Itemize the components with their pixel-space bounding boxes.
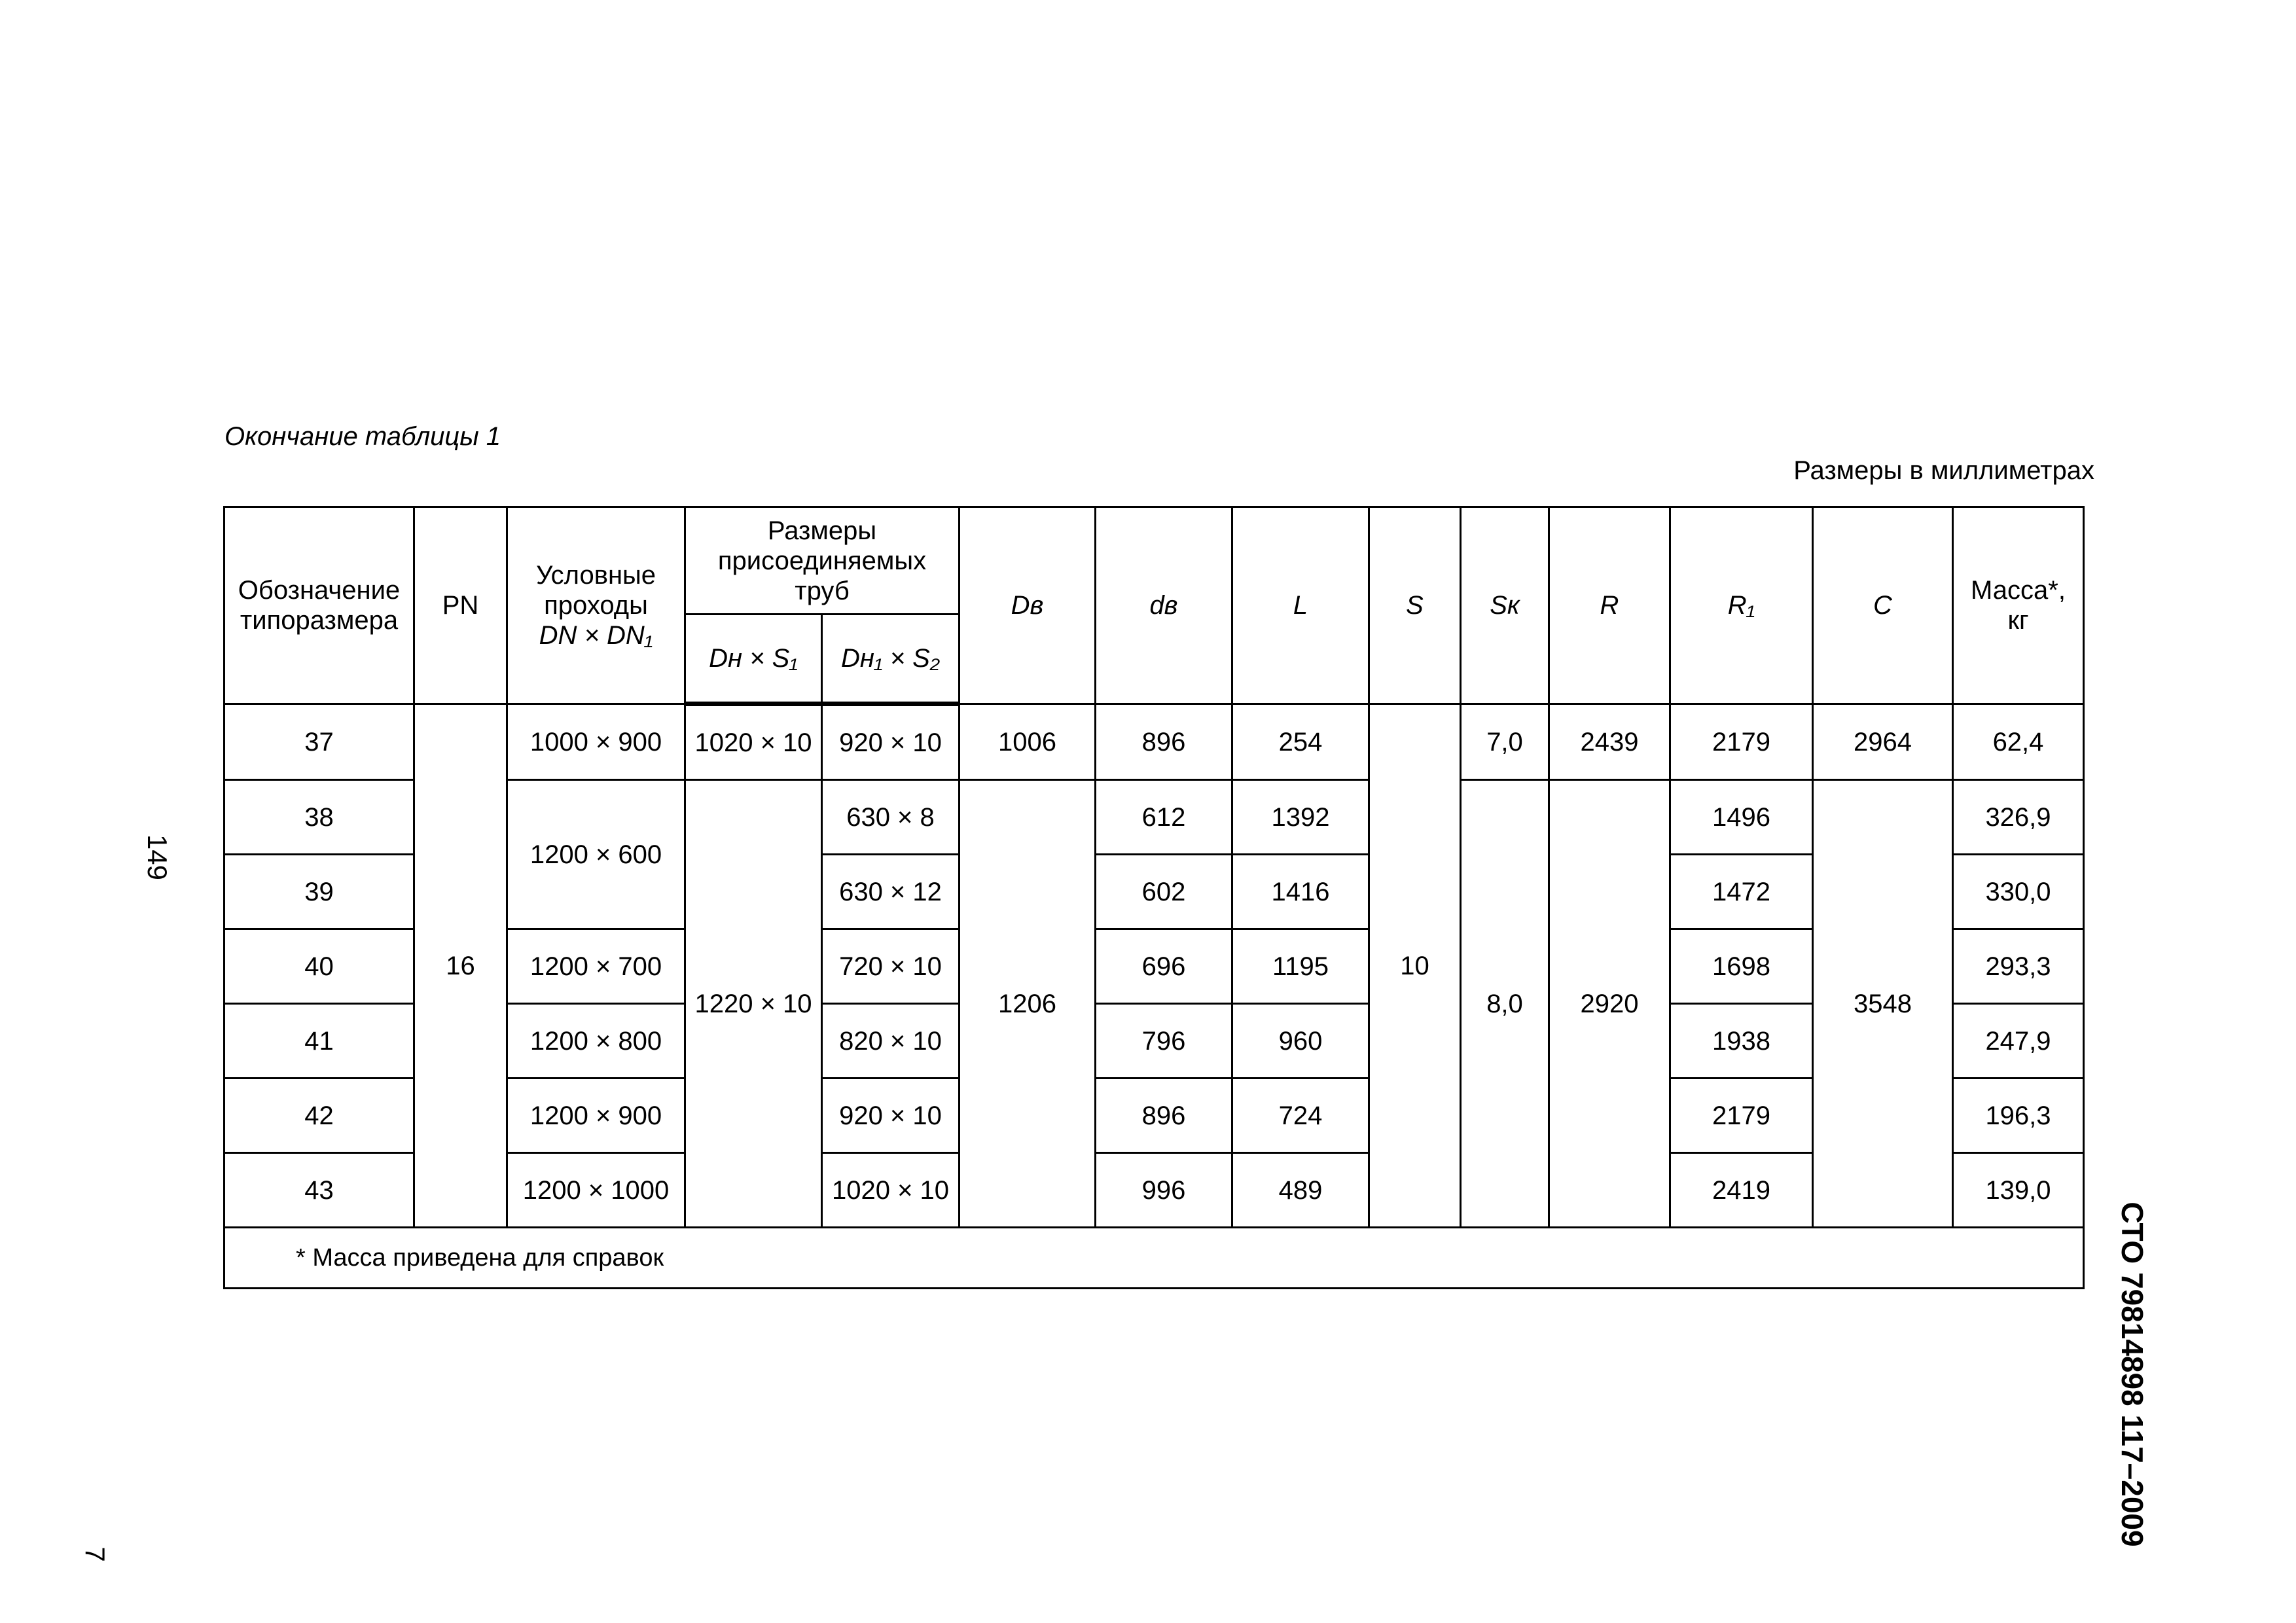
cell-l: 489 xyxy=(1232,1153,1369,1228)
header-passages xyxy=(507,507,685,704)
header-mass-text: Масса*, кг xyxy=(1971,576,2066,635)
header-passages-formula: DN × DN₁ xyxy=(539,621,653,650)
cell-pipe2: 820 × 10 xyxy=(822,1004,960,1079)
small-page-number: 7 xyxy=(80,1546,111,1562)
header-dv-small: dв xyxy=(1096,507,1232,704)
cell-pipe2: 920 × 10 xyxy=(822,1079,960,1153)
cell-r1: 1496 xyxy=(1670,780,1813,855)
header-pipe2: Dн₁ × S₂ xyxy=(822,615,960,704)
cell-r-merged: 2920 xyxy=(1549,780,1670,1228)
header-sk: Sк xyxy=(1461,507,1549,704)
header-dv: Dв xyxy=(960,507,1096,704)
cell-dv-merged: 1206 xyxy=(960,780,1096,1228)
cell-mass: 247,9 xyxy=(1953,1004,2084,1079)
cell-pipe1: 1020 × 10 xyxy=(685,704,822,780)
cell-designation: 42 xyxy=(224,1079,414,1153)
cell-mass: 62,4 xyxy=(1953,704,2084,780)
cell-dv-small: 602 xyxy=(1096,855,1232,929)
cell-passage: 1000 × 900 xyxy=(507,704,685,780)
cell-r1: 1938 xyxy=(1670,1004,1813,1079)
cell-s-merged: 10 xyxy=(1369,704,1461,1228)
cell-l: 1416 xyxy=(1232,855,1369,929)
cell-pn-merged: 16 xyxy=(414,704,507,1228)
cell-passage: 1200 × 700 xyxy=(507,929,685,1004)
header-s: S xyxy=(1369,507,1461,704)
cell-dv-small: 996 xyxy=(1096,1153,1232,1228)
cell-mass: 293,3 xyxy=(1953,929,2084,1004)
cell-mass: 139,0 xyxy=(1953,1153,2084,1228)
cell-r1: 1472 xyxy=(1670,855,1813,929)
header-pipes-group xyxy=(685,507,960,615)
header-pn: PN xyxy=(414,507,507,704)
page-number: 149 xyxy=(142,834,173,881)
cell-sk: 7,0 xyxy=(1461,704,1549,780)
cell-pipe2: 920 × 10 xyxy=(822,704,960,780)
cell-passage: 1200 × 900 xyxy=(507,1079,685,1153)
header-r: R xyxy=(1549,507,1670,704)
header-pipes-group-text: Размеры присоединяемых труб xyxy=(717,516,927,605)
cell-r1: 2179 xyxy=(1670,1079,1813,1153)
cell-dv: 1006 xyxy=(960,704,1096,780)
header-passages-text: Условные проходы xyxy=(535,561,656,620)
cell-l: 724 xyxy=(1232,1079,1369,1153)
cell-r: 2439 xyxy=(1549,704,1670,780)
cell-c: 2964 xyxy=(1813,704,1953,780)
cell-designation: 37 xyxy=(224,704,414,780)
table-row xyxy=(224,704,2084,780)
cell-sk-merged: 8,0 xyxy=(1461,780,1549,1228)
cell-designation: 39 xyxy=(224,855,414,929)
header-mass xyxy=(1953,507,2084,704)
header-designation-text: Обозначение типоразмера xyxy=(238,576,401,635)
cell-r1: 2419 xyxy=(1670,1153,1813,1228)
cell-c-merged: 3548 xyxy=(1813,780,1953,1228)
header-c: C xyxy=(1813,507,1953,704)
cell-pipe2: 630 × 8 xyxy=(822,780,960,855)
cell-dv-small: 796 xyxy=(1096,1004,1232,1079)
table-footnote: * Масса приведена для справок xyxy=(224,1228,2084,1289)
cell-pipe2: 1020 × 10 xyxy=(822,1153,960,1228)
header-r1: R₁ xyxy=(1670,507,1813,704)
cell-l: 1392 xyxy=(1232,780,1369,855)
cell-passage: 1200 × 800 xyxy=(507,1004,685,1079)
header-row-1 xyxy=(224,507,2084,615)
header-pipe1: Dн × S₁ xyxy=(685,615,822,704)
cell-r1: 2179 xyxy=(1670,704,1813,780)
standard-code: СТО 79814898 117–2009 xyxy=(2115,1202,2149,1547)
cell-pipe2: 720 × 10 xyxy=(822,929,960,1004)
cell-passage-merged: 1200 × 600 xyxy=(507,780,685,929)
footnote-row xyxy=(224,1228,2084,1289)
cell-dv-small: 896 xyxy=(1096,704,1232,780)
cell-l: 960 xyxy=(1232,1004,1369,1079)
cell-r1: 1698 xyxy=(1670,929,1813,1004)
cell-dv-small: 696 xyxy=(1096,929,1232,1004)
table-caption: Окончание таблицы 1 xyxy=(224,422,501,451)
cell-designation: 43 xyxy=(224,1153,414,1228)
cell-designation: 41 xyxy=(224,1004,414,1079)
cell-designation: 38 xyxy=(224,780,414,855)
cell-passage: 1200 × 1000 xyxy=(507,1153,685,1228)
cell-mass: 196,3 xyxy=(1953,1079,2084,1153)
units-note: Размеры в миллиметрах xyxy=(1793,456,2094,485)
cell-pipe2: 630 × 12 xyxy=(822,855,960,929)
cell-l: 254 xyxy=(1232,704,1369,780)
cell-mass: 330,0 xyxy=(1953,855,2084,929)
cell-dv-small: 896 xyxy=(1096,1079,1232,1153)
cell-designation: 40 xyxy=(224,929,414,1004)
header-l: L xyxy=(1232,507,1369,704)
spec-table xyxy=(223,506,2085,1289)
header-designation xyxy=(224,507,414,704)
cell-pipe1-merged: 1220 × 10 xyxy=(685,780,822,1228)
cell-mass: 326,9 xyxy=(1953,780,2084,855)
cell-dv-small: 612 xyxy=(1096,780,1232,855)
cell-l: 1195 xyxy=(1232,929,1369,1004)
